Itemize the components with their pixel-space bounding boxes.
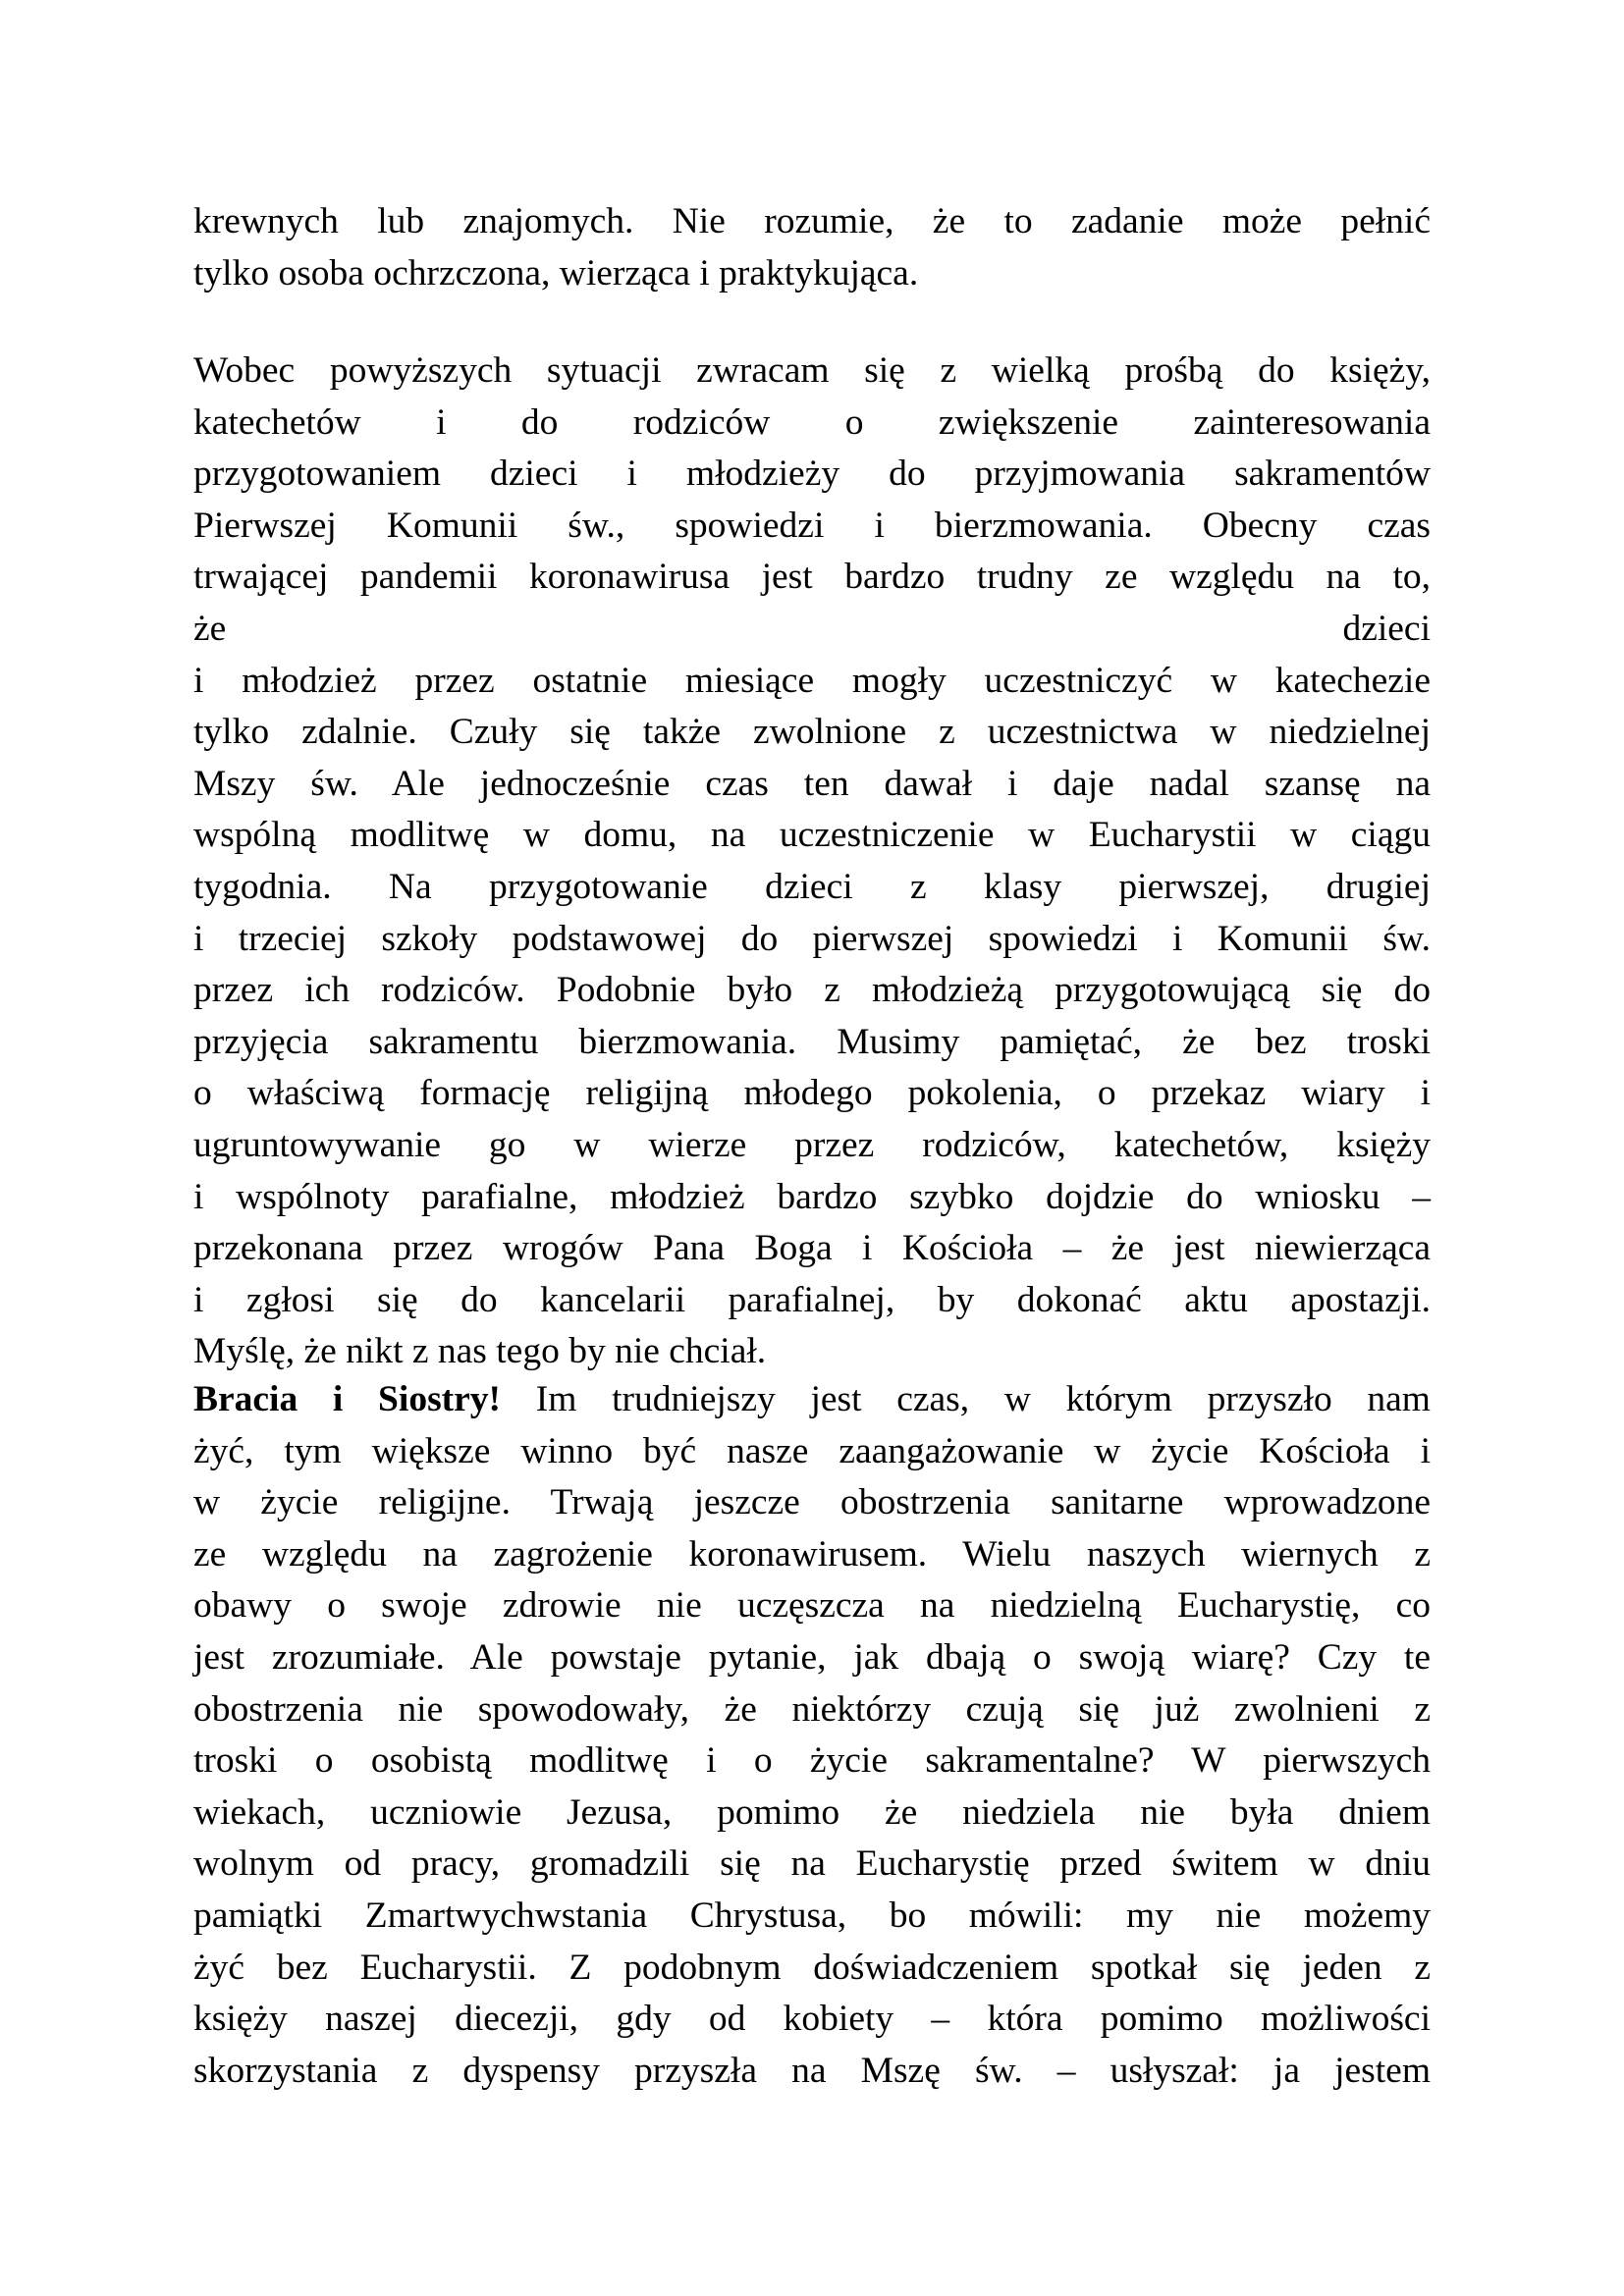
text-line: tygodnia. Na przygotowanie dzieci z klasy pierwszej, drugiej <box>193 866 1431 907</box>
text-line: i wspólnoty parafialne, młodzież bardzo szybko dojdzie do wniosku – <box>193 1176 1431 1217</box>
text-line: troski o osobistą modlitwę i o życie sakramentalne? W pierwszych <box>193 1740 1431 1782</box>
text-line: ugruntowywanie go w wierze przez rodziców, katechetów, księży <box>193 1124 1431 1165</box>
text-line: o właściwą formację religijną młodego pokolenia, o przekaz wiary i <box>193 1073 1431 1114</box>
text-line: i trzeciej szkoły podstawowej do pierwszej spowiedzi i Komunii św. <box>193 918 1431 959</box>
text-line-with-bold-lead <box>193 1374 1431 1426</box>
text-line: obawy o swoje zdrowie nie uczęszcza na niedzielną Eucharystię, co <box>193 1585 1431 1627</box>
paragraph-3 <box>193 1374 1431 2097</box>
text-line: że dzieci <box>193 608 1431 649</box>
text-line: w życie religijne. Trwają jeszcze obostrzenia sanitarne wprowadzone <box>193 1482 1431 1523</box>
text-line: katechetów i do rodziców o zwiększenie zainteresowania <box>193 401 1431 443</box>
text-line: skorzystania z dyspensy przyszła na Mszę św. – usłyszał: ja jestem <box>193 2050 1431 2091</box>
text-line: żyć, tym większe winno być nasze zaangażowanie w życie Kościoła i <box>193 1430 1431 1471</box>
text-line: ze względu na zagrożenie koronawirusem. Wielu naszych wiernych z <box>193 1533 1431 1575</box>
text-line: i zgłosi się do kancelarii parafialnej, by dokonać aktu apostazji. <box>193 1279 1431 1320</box>
paragraph-1 <box>193 196 1431 299</box>
text-line: przekonana przez wrogów Pana Boga i Kościoła – że jest niewierząca <box>193 1228 1431 1269</box>
text-line: żyć bez Eucharystii. Z podobnym doświadczeniem spotkał się jeden z <box>193 1947 1431 1988</box>
text-line: przyjęcia sakramentu bierzmowania. Musimy pamiętać, że bez troski <box>193 1021 1431 1062</box>
text-line: wiekach, uczniowie Jezusa, pomimo że niedziela nie była dniem <box>193 1791 1431 1833</box>
text-line: księży naszej diecezji, gdy od kobiety – która pomimo możliwości <box>193 1999 1431 2040</box>
text-line: przez ich rodziców. Podobnie było z młodzieżą przygotowującą się do <box>193 970 1431 1011</box>
text-line: jest zrozumiałe. Ale powstaje pytanie, jak dbają o swoją wiarę? Czy te <box>193 1636 1431 1678</box>
text-line: przygotowaniem dzieci i młodzieży do przyjmowania sakramentów <box>193 454 1431 495</box>
text-line: tylko osoba ochrzczona, wierząca i praktykująca. <box>193 252 919 294</box>
text-line: Mszy św. Ale jednocześnie czas ten dawał i daje nadal szansę na <box>193 763 1431 804</box>
text-line: wolnym od pracy, gromadzili się na Eucharystię przed świtem w dniu <box>193 1843 1431 1885</box>
text-line: i młodzież przez ostatnie miesiące mogły uczestniczyć w katechezie <box>193 660 1431 701</box>
text-line: Myślę, że nikt z nas tego by nie chciał. <box>193 1331 767 1372</box>
text-line: wspólną modlitwę w domu, na uczestniczenie w Eucharystii w ciągu <box>193 815 1431 856</box>
text-line: Wobec powyższych sytuacji zwracam się z wielką prośbą do księży, <box>193 350 1431 391</box>
text-line: krewnych lub znajomych. Nie rozumie, że to zadanie może pełnić <box>193 201 1431 241</box>
text-line: obostrzenia nie spowodowały, że niektórzy czują się już zwolnieni z <box>193 1688 1431 1730</box>
text-line-rest: Im trudniejszy jest czas, w którym przyszło nam <box>501 1379 1431 1419</box>
text-line: Pierwszej Komunii św., spowiedzi i bierzmowania. Obecny czas <box>193 505 1431 546</box>
bold-greeting: Bracia i Siostry! <box>193 1379 502 1419</box>
text-line: pamiątki Zmartwychwstania Chrystusa, bo mówili: my nie możemy <box>193 1895 1431 1936</box>
paragraph-2 <box>193 346 1431 1378</box>
text-line: tylko zdalnie. Czuły się także zwolnione z uczestnictwa w niedzielnej <box>193 712 1431 753</box>
text-line: trwającej pandemii koronawirusa jest bardzo trudny ze względu na to, <box>193 557 1431 598</box>
